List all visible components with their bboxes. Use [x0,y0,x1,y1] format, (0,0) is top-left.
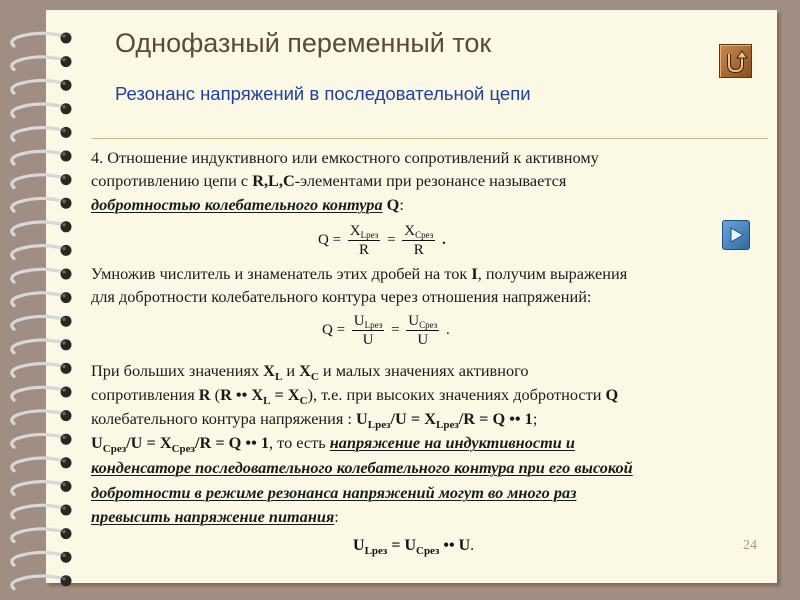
paragraph-3-line-5: конденсаторе последовательного колебательного контура при его высокой [91,458,633,477]
text-span: /U = X [390,409,436,428]
text-span: R •• X [220,385,264,404]
paragraph-2-line-1 [91,264,627,284]
q-symbol: Q [382,195,400,214]
text-span: U [353,537,365,554]
text-span: : [334,507,339,526]
quality-factor-term: добротностью колебательного контура [91,195,383,214]
uc-expression [91,433,270,455]
subscript: Lрез [360,230,379,240]
page-title: Однофазный переменный ток [115,28,492,58]
fraction-numerator [406,312,439,331]
paragraph-1-line-3 [91,195,404,215]
period: . [442,231,446,248]
text-span: , то есть [269,433,330,452]
next-button[interactable] [722,220,750,250]
return-button[interactable] [719,44,752,78]
text-span: сопротивлению цепи с [91,171,253,190]
text-span: -элементами при резонансе называется [294,171,567,190]
text-span: •• U [439,537,471,554]
q-symbol: Q [605,385,619,404]
formula-q: Q = [322,321,346,338]
subscript: Cрез [419,320,438,330]
text-span: U [91,433,103,452]
fraction-denominator: R [359,242,370,258]
subscript: L [263,395,271,407]
fraction-numerator [352,312,385,331]
paragraph-3-line-4 [91,433,575,453]
fraction-xc-r [402,222,435,259]
formula-q-reactance [318,222,446,259]
subscript: Lрез [436,419,459,431]
formula-q-voltage [322,312,450,349]
paragraph-1-line-1: 4. Отношение индуктивного или емкостного сопротивлений к активному [91,148,599,167]
text-span: : [399,195,404,214]
ul-expression [356,409,533,431]
conclusion-text: напряжение на индуктивности и [329,433,575,452]
text-span: ( [210,385,221,404]
play-next-icon [723,221,749,249]
subscript: L [274,371,283,383]
page-subtitle: Резонанс напряжений в последовательной цепи [115,83,531,104]
equals-sign: = [391,321,400,338]
u-symbol: U [408,313,420,329]
subscript: C [310,371,319,383]
text-span: колебательного контура напряжения : [91,409,356,428]
period: . [446,321,450,338]
page-number: 24 [743,538,757,553]
equals-sign: = [387,231,396,248]
return-arrow-icon [720,45,751,77]
subscript: Cрез [415,230,434,240]
xl-symbol [263,361,283,383]
subscript: Lрез [364,320,383,330]
fraction-ul-u [352,312,385,349]
formula-q: Q = [318,231,342,248]
subscript: Lрез [364,545,388,557]
divider-line [92,138,768,139]
subscript: C [299,395,308,407]
rlc-label: R,L,C [252,171,295,190]
fraction-xl-r [348,222,381,259]
paragraph-3-line-7 [91,507,339,527]
fraction-numerator [348,222,381,241]
subscript: Cрез [171,443,195,455]
fraction-numerator [402,222,435,241]
x-symbol: X [263,361,275,380]
text-span: и [282,361,300,380]
text-span: = U [387,537,416,554]
period: . [470,537,475,554]
paragraph-1-line-2 [91,171,566,191]
text-span: Умножив числитель и знаменатель этих дробей на ток [91,264,472,283]
fraction-denominator: U [417,332,429,348]
fraction-denominator: U [362,332,374,348]
paragraph-3-line-3 [91,409,537,429]
text-span: , получим выражения [477,264,628,283]
subscript: Cрез [416,545,440,557]
r-symbol: R [198,385,211,404]
condition-expression [220,385,308,407]
text-span: /R = Q •• 1 [458,409,533,428]
text-span: /R = Q •• 1 [194,433,270,452]
fraction-uc-u [406,312,439,349]
current-symbol: I [471,264,478,283]
x-symbol: X [349,223,361,239]
xc-symbol [299,361,319,383]
conclusion-text: превысить напряжение питания [91,507,335,526]
x-symbol: X [404,223,416,239]
paragraph-3-line-6: добротности в режиме резонанса напряжений могут во много раз [91,483,577,502]
text-span: /U = X [126,433,172,452]
paragraph-3-line-2 [91,385,618,405]
text-span: ), т.е. при высоких значениях добротности [307,385,606,404]
text-span: сопротивления [91,385,199,404]
fraction-denominator: R [413,242,424,258]
subscript: Cрез [102,443,127,455]
text-span: При больших значениях [91,361,264,380]
paragraph-3-line-1 [91,361,529,381]
text-span: = X [270,385,300,404]
paragraph-2-line-2: для добротности колебательного контура через отношения напряжений: [91,287,592,306]
text-span: U [356,409,368,428]
x-symbol: X [299,361,311,380]
text-span: и малых значениях активного [318,361,529,380]
formula-voltage-equality [353,537,474,555]
u-symbol: U [353,313,365,329]
text-span: ; [532,409,538,428]
subscript: Lрез [367,419,391,431]
